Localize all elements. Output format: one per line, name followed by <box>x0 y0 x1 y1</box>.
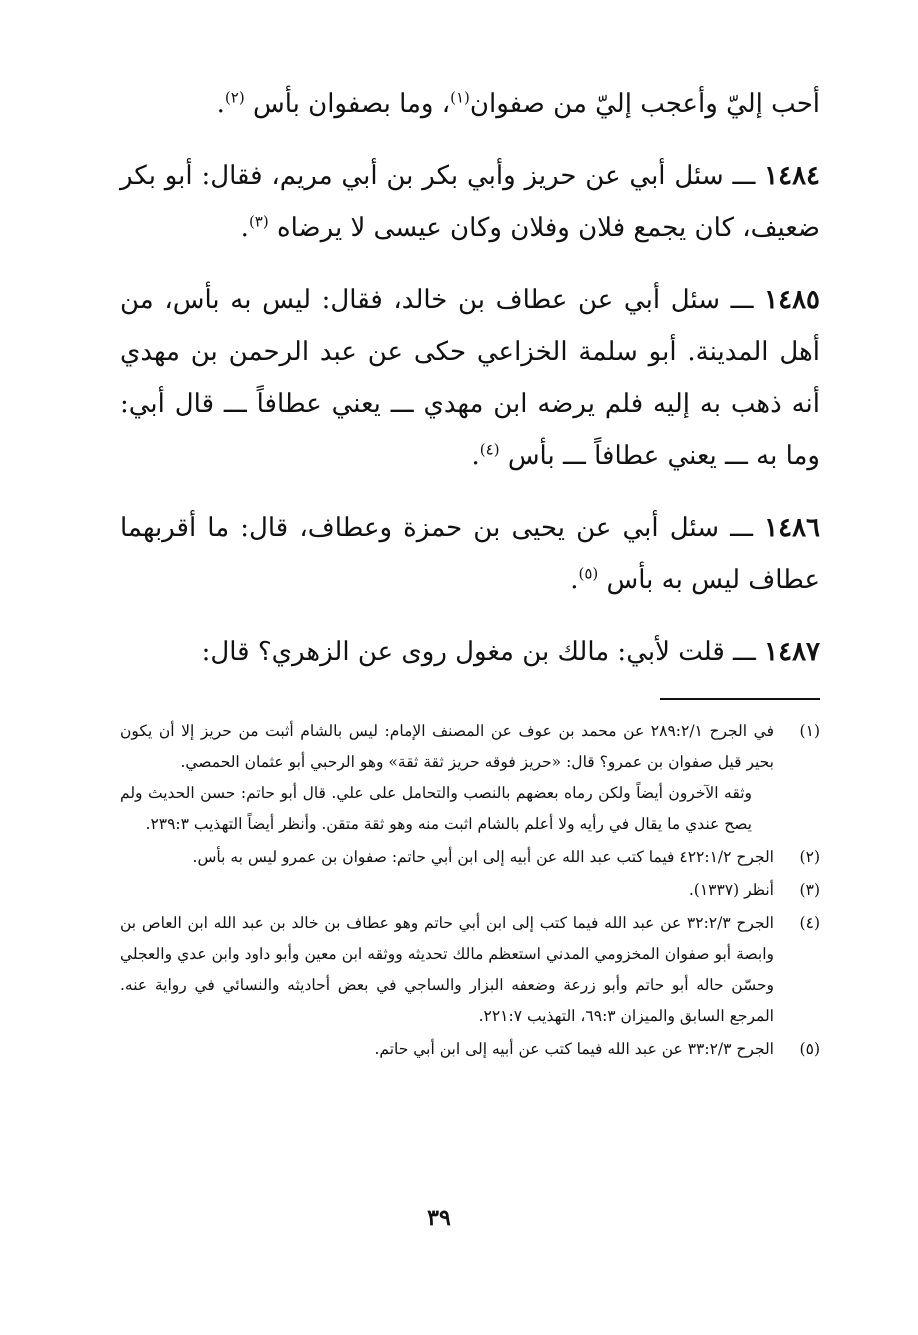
footnote-ref[interactable]: (٤) <box>479 440 500 459</box>
entry-1487 <box>120 626 820 678</box>
footnote-2 <box>120 842 820 873</box>
entry-1484: ١٤٨٤ ـــ سئل أبي عن حريز وأبي بكر بن أبي مريم، فقال: أبو بكر ضعيف، كان يجمع فلان وفلان وكان عيسى لا يرضاه $^{(٣)}$. <box>120 161 820 243</box>
footnote-ref[interactable]: (١) <box>450 88 470 107</box>
paragraph-text: ـــ سئل أبي عن عطاف بن خالد، فقال: ليس به بأس، من أهل المدينة. أبو سلمة الخزاعي حكى عن عبد الرحمن بن مهدي أنه ذهب به إليه فلم يرضه ابن مهدي ـــ يعني عطافاً ـــ قال أبي: وما به ـــ يعني عطافاً ـــ بأس <box>120 285 820 471</box>
entry-number: ١٤٨٥ <box>764 285 820 315</box>
footnote-ref[interactable]: (٥) <box>578 564 599 583</box>
footnote-divider <box>660 698 820 700</box>
paragraph-text: ـــ سئل أبي عن يحيى بن حمزة وعطاف، قال: ما أقربهما عطاف ليس به بأس <box>120 513 820 595</box>
footnote-mark: (٢) <box>799 848 820 866</box>
paragraph-continuation: أحب إليّ وأعجب إليّ من صفوان$^{(١)}$، وما بصفوان بأس $^{(٢)}$. <box>216 88 820 119</box>
paragraph-text: ـــ سئل أبي عن حريز وأبي بكر بن أبي مريم، فقال: أبو بكر ضعيف، كان يجمع فلان وفلان وكان عيسى لا يرضاه <box>120 161 820 243</box>
entry-number: ١٤٨٧ <box>764 637 820 667</box>
entry-1486: ١٤٨٦ ـــ سئل أبي عن يحيى بن حمزة وعطاف، قال: ما أقربهما عطاف ليس به بأس $^{(٥)}$. <box>120 513 821 595</box>
paragraph-text: ـــ قلت لأبي: مالك بن مغول روى عن الزهري؟ قال: <box>201 637 756 667</box>
footnote-mark: (٤) <box>799 914 820 932</box>
footnote-mark: (١) <box>799 722 820 740</box>
page-body <box>120 78 820 1067</box>
entry-number: ١٤٨٤ <box>764 161 820 191</box>
paragraph-text: أحب إليّ وأعجب إليّ من صفوان <box>469 89 820 119</box>
footnote-5 <box>120 1034 820 1065</box>
footnote-ref[interactable]: (٢) <box>224 88 245 107</box>
paragraph-text: ، وما بصفوان بأس <box>252 89 451 119</box>
footnotes <box>120 716 820 1065</box>
footnote-text: وثقه الآخرون أيضاً ولكن رماه بعضهم بالنصب والتحامل على علي. قال أبو حاتم: حسن الحديث ولم يصح عندي ما يقال في رأيه ولا أعلم بالشام اثبت منه وهو ثقة متقن. وأنظر أيضاً التهذيب ٢٣٩:٣. <box>120 784 752 833</box>
footnote-text: أنظر (١٣٣٧). <box>688 881 774 899</box>
footnote-3 <box>120 875 820 906</box>
footnote-4 <box>120 908 820 1032</box>
page-number: ٣٩ <box>427 1205 451 1231</box>
entry-number: ١٤٨٦ <box>764 513 821 543</box>
footnote-text: الجرح ٣٢:٢/٣ عن عبد الله فيما كتب إلى ابن أبي حاتم وهو عطاف بن خالد بن عبد الله ابن العاص بن وابصة أبو صفوان المخزومي المدني استعظم مالك تحديثه ووثقه ابن معين وأبو داود وابن عدي والعجلي وحسّن حاله أبو حاتم وأبو زرعة وضعفه البزار والساجي في بعض أحاديثه والنسائي في رواية عنه. المرجع السابق والميزان ٦٩:٣، التهذيب ٢٢١:٧. <box>120 914 774 1025</box>
footnote-1 <box>120 716 820 840</box>
footnote-ref[interactable]: (٣) <box>248 212 269 231</box>
footnote-text: الجرح ٤٢٢:١/٢ فيما كتب عبد الله عن أبيه إلى ابن أبي حاتم: صفوان بن عمرو ليس به بأس. <box>192 848 774 866</box>
entry-1485: ١٤٨٥ ـــ سئل أبي عن عطاف بن خالد، فقال: ليس به بأس، من أهل المدينة. أبو سلمة الخزاعي حكى عن عبد الرحمن بن مهدي أنه ذهب به إليه فلم يرضه ابن مهدي ـــ يعني عطافاً ـــ قال أبي: وما به ـــ يعني عطافاً ـــ بأس $^{(٤)}$. <box>120 285 820 471</box>
footnote-mark: (٥) <box>799 1040 820 1058</box>
footnote-text: الجرح ٣٣:٢/٣ عن عبد الله فيما كتب عن أبيه إلى ابن أبي حاتم. <box>374 1040 774 1058</box>
footnote-text: في الجرح ٢٨٩:٢/١ عن محمد بن عوف عن المصنف الإمام: ليس بالشام أثبت من حريز إلا أن يكون بحير قيل صفوان بن عمرو؟ قال: «حريز فوقه حريز ثقة ثقة» وهو الرحبي أبو عثمان الحمصي. <box>120 722 774 771</box>
main-text <box>120 78 820 678</box>
footnote-mark: (٣) <box>799 881 820 899</box>
